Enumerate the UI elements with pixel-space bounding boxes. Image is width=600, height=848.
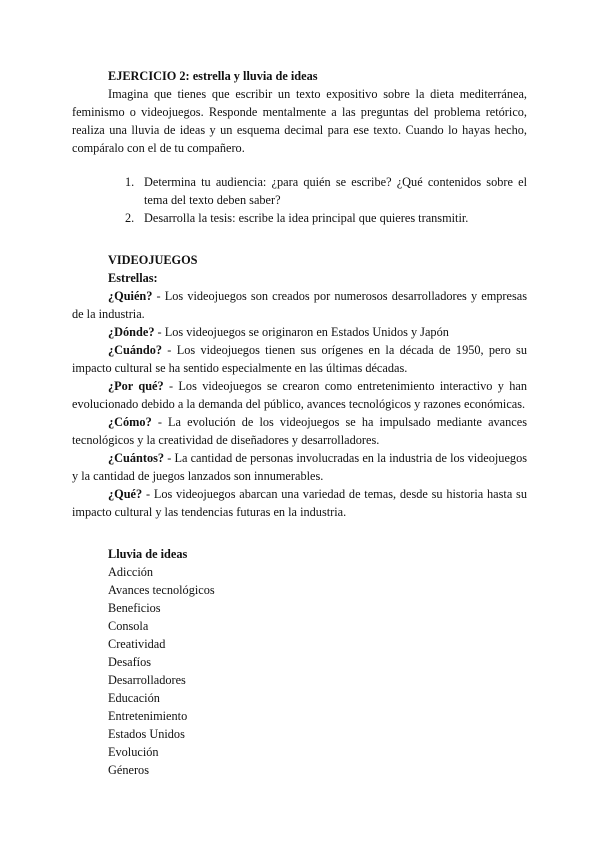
question-answer: - Los videojuegos se originaron en Estados Unidos y Japón: [154, 325, 449, 339]
question-label: ¿Por qué?: [108, 379, 164, 393]
list-number: 1.: [125, 175, 135, 189]
steps-list: [72, 173, 527, 227]
list-item: Consola: [108, 619, 149, 633]
question-answer: - La evolución de los videojuegos se ha impulsado mediante avances tecnológicos y la creatividad de diseñadores y desarrolladores.: [72, 415, 527, 447]
list-item: Beneficios: [108, 601, 161, 615]
question-por-que: [72, 377, 527, 413]
question-label: ¿Cuándo?: [108, 343, 162, 357]
list-item: [72, 173, 527, 209]
question-label: ¿Dónde?: [108, 325, 155, 339]
list-text: Desarrolla la tesis: escribe la idea principal que quieres transmitir.: [144, 211, 469, 225]
question-que: [72, 485, 527, 521]
list-item: Desafíos: [108, 655, 152, 669]
list-number: 2.: [125, 211, 135, 225]
question-answer: - Los videojuegos se crearon como entretenimiento interactivo y han evolucionado debido a la demanda del público, avances tecnológicos y razones económicas.: [72, 379, 527, 411]
brainstorm-heading: Lluvia de ideas: [108, 547, 188, 561]
question-answer: - Los videojuegos son creados por numerosos desarrolladores y empresas de la industria.: [72, 289, 527, 321]
question-cuantos: [72, 449, 527, 485]
list-item: Adicción: [108, 565, 154, 579]
list-item: Creatividad: [108, 637, 166, 651]
question-label: ¿Quién?: [108, 289, 153, 303]
question-answer: - Los videojuegos tienen sus orígenes en la década de 1950, pero su impacto cultural se ha sentido especialmente en las últimas décadas.: [72, 343, 527, 375]
list-item: Estados Unidos: [108, 727, 185, 741]
list-item: Avances tecnológicos: [108, 583, 215, 597]
section-heading-videojuegos: VIDEOJUEGOS: [108, 253, 198, 267]
question-label: ¿Cómo?: [108, 415, 152, 429]
list-item: Géneros: [108, 763, 149, 777]
stars-heading: Estrellas:: [108, 271, 158, 285]
question-como: [72, 413, 527, 449]
exercise-title: EJERCICIO 2: estrella y lluvia de ideas: [108, 69, 318, 83]
list-item: Evolución: [108, 745, 159, 759]
list-item: Desarrolladores: [108, 673, 186, 687]
list-item: Educación: [108, 691, 160, 705]
question-cuando: [72, 341, 527, 377]
question-answer: - Los videojuegos abarcan una variedad de temas, desde su historia hasta su impacto cultural y las tendencias futuras en la industria.: [72, 487, 527, 519]
list-item: [72, 209, 527, 227]
question-quien: [72, 287, 527, 323]
question-label: ¿Cuántos?: [108, 451, 165, 465]
list-text: Determina tu audiencia: ¿para quién se escribe? ¿Qué contenidos sobre el tema del texto deben saber?: [144, 175, 527, 207]
list-item: Entretenimiento: [108, 709, 188, 723]
question-answer: - La cantidad de personas involucradas en la industria de los videojuegos y la cantidad de juegos lanzados son innumerables.: [72, 451, 527, 483]
question-label: ¿Qué?: [108, 487, 143, 501]
document-content: [72, 67, 527, 779]
exercise-intro: Imagina que tienes que escribir un texto expositivo sobre la dieta mediterránea, feminismo o videojuegos. Responde mentalmente a las preguntas del problema retórico, realiza una lluvia de ideas y un esquema decimal para ese texto. Cuando lo hayas hecho, compáralo con el de tu compañero.: [72, 87, 527, 155]
question-donde: [72, 323, 527, 341]
brainstorm-list: [72, 563, 527, 779]
